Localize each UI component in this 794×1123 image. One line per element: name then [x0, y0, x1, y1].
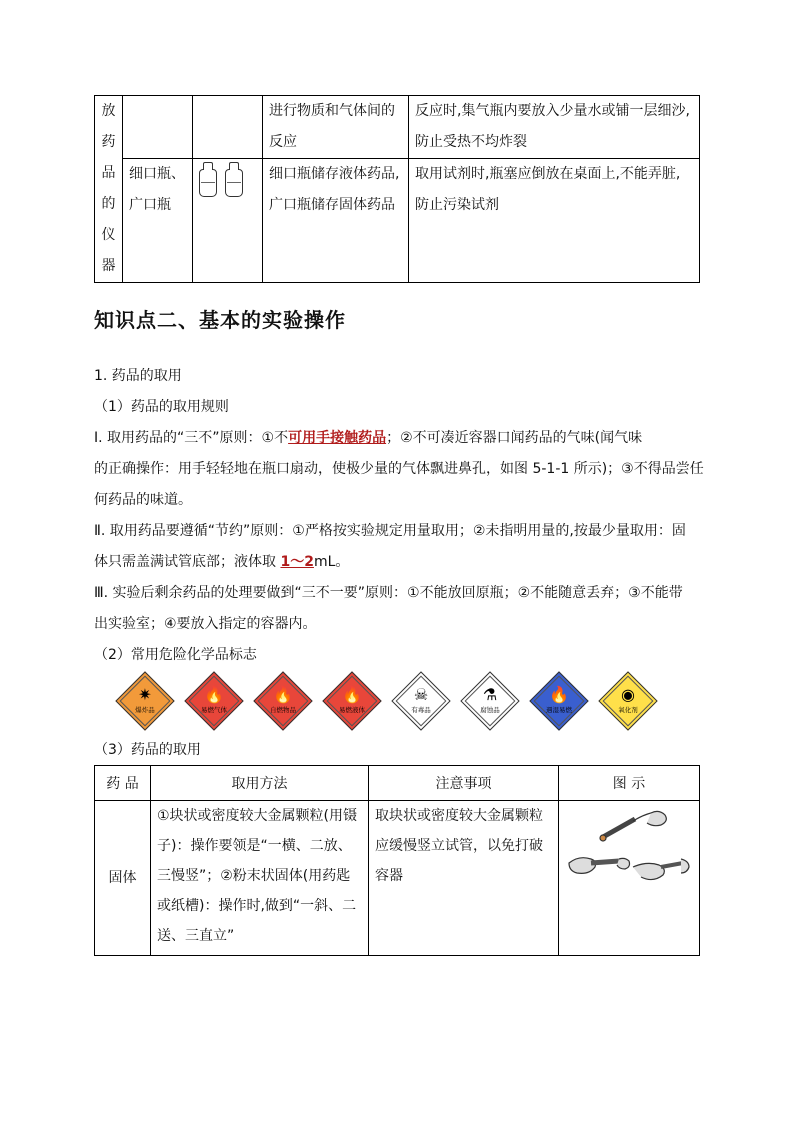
drug-taking-table: [94, 765, 700, 956]
bottle-illustration: [193, 159, 263, 283]
hazard-sign: [116, 672, 174, 730]
column-header: 药 品: [95, 766, 151, 801]
flame-icon: 🔥: [273, 685, 293, 704]
hazard-signs: [116, 672, 671, 742]
hazard-sign: [599, 672, 657, 730]
hazard-sign: [530, 672, 588, 730]
illustration-cell: [559, 801, 700, 956]
paragraph-line: Ⅱ. 取用药品要遵循“节约”原则：①严格按实验规定用量取用；②未指明用量的,按最少量取用：固: [94, 523, 686, 539]
highlight-text: 可用手接触药品: [288, 430, 387, 446]
hazard-sign: [392, 672, 450, 730]
hazard-label: 遇湿易燃: [546, 706, 572, 714]
hazard-sign: [254, 672, 312, 730]
note-cell: 取用试剂时,瓶塞应倒放在桌面上,不能弄脏,防止污染试剂: [409, 159, 700, 283]
paragraph-line: 1. 药品的取用: [94, 368, 182, 384]
instrument-name: 细口瓶、广口瓶: [123, 159, 193, 283]
hazard-label: 腐蚀品: [480, 706, 500, 714]
usage-cell: 进行物质和气体间的反应: [263, 96, 409, 159]
narrow-bottle-icon: [199, 169, 217, 197]
note-cell: 反应时,集气瓶内要放入少量水或铺一层细沙,防止受热不均炸裂: [409, 96, 700, 159]
paragraph-line: （1）药品的取用规则: [94, 399, 229, 415]
paragraph-line: （3）药品的取用: [94, 742, 201, 758]
side-label: 放 药 品 的 仪 器: [95, 96, 123, 283]
drug-type: 固体: [95, 801, 151, 956]
highlight-text: 1～2: [280, 554, 314, 570]
hazard-label: 爆炸品: [135, 706, 155, 714]
instrument-table: [94, 95, 700, 283]
hands-test-tube-illustration: [565, 801, 693, 921]
hazard-label: 氧化剂: [618, 706, 638, 714]
hazard-label: 易燃液体: [339, 706, 365, 714]
flame-icon: 🔥: [549, 685, 569, 704]
hazard-sign: [323, 672, 381, 730]
note-cell: 取块状或密度较大金属颗粒应缓慢竖立试管，以免打破容器: [369, 801, 559, 956]
hazard-label: 易燃气体: [201, 706, 227, 714]
hazard-label: 自燃物品: [270, 706, 296, 714]
hazard-sign: [185, 672, 243, 730]
paragraph-line: 的正确操作：用手轻轻地在瓶口扇动，使极少量的气体飘进鼻孔，如图 5-1-1 所示)；③不得品尝任: [94, 461, 704, 477]
column-header: 图 示: [559, 766, 700, 801]
paragraph-line: 何药品的味道。: [94, 492, 192, 508]
skull-icon: ☠: [413, 685, 429, 704]
flame-icon: 🔥: [342, 685, 362, 704]
column-header: 注意事项: [369, 766, 559, 801]
explosion-icon: ✷: [138, 685, 152, 704]
paragraph-line: 体只需盖满试管底部；液体取 1～2mL。: [94, 554, 350, 570]
flame-icon: 🔥: [204, 685, 224, 704]
paragraph-line: Ⅰ. 取用药品的“三不”原则：①不可用手接触药品；②不可凑近容器口闻药品的气味(闻气味: [94, 430, 643, 446]
hazard-sign: [461, 672, 519, 730]
method-cell: ①块状或密度较大金属颗粒(用镊子)：操作要领是“一横、二放、三慢竖”；②粉末状固体(用药匙或纸槽)：操作时,做到“一斜、二送、三直立”: [151, 801, 369, 956]
paragraph-line: （2）常用危险化学品标志: [94, 647, 257, 663]
paragraph-line: 出实验室；④要放入指定的容器内。: [94, 616, 317, 632]
paragraph-line: Ⅲ. 实验后剩余药品的处理要做到“三不一要”原则：①不能放回原瓶；②不能随意丢弃；③不能带: [94, 585, 683, 601]
usage-cell: 细口瓶储存液体药品,广口瓶储存固体药品: [263, 159, 409, 283]
section-title: 知识点二、基本的实验操作: [94, 308, 346, 332]
oxidizer-icon: ◉: [621, 685, 635, 704]
column-header: 取用方法: [151, 766, 369, 801]
corrosion-icon: ⚗: [482, 685, 498, 704]
wide-bottle-icon: [225, 169, 243, 197]
hazard-label: 有毒品: [411, 706, 431, 714]
